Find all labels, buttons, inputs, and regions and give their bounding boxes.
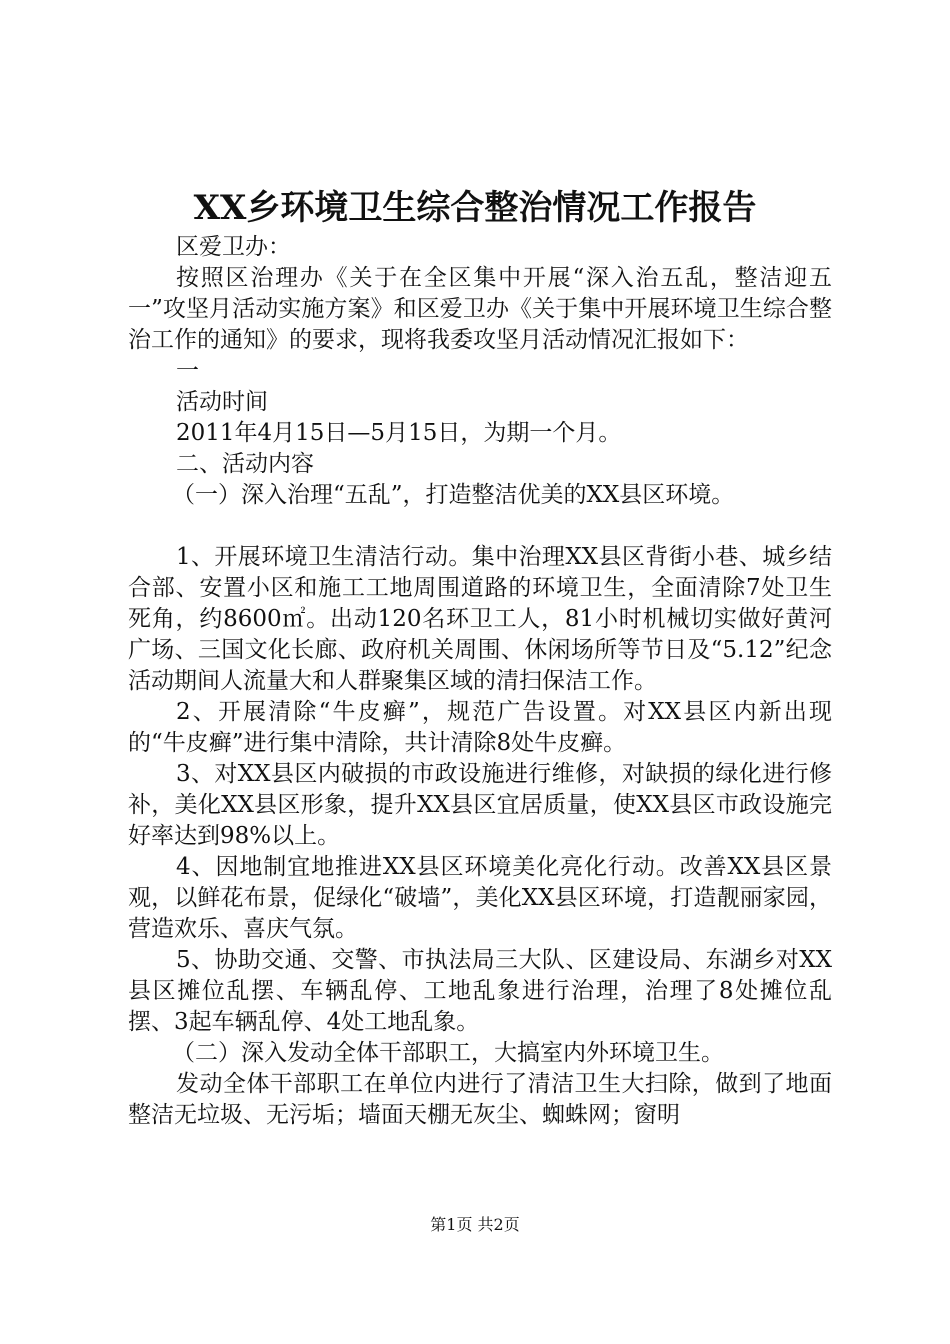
item-paragraph-1: 1、开展环境卫生清洁行动。集中治理XX县区背街小巷、城乡结合部、安置小区和施工工地周围道路的环境卫生，全面清除7处卫生死角，约8600㎡。出动120名环卫工人，81小时机械切实做好黄河广场、三国文化长廊、政府机关周围、休闲场所等节日及“5.12”纪念活动期间人流量大和人群聚集区域的清扫保洁工作。	[128, 544, 832, 694]
subsection-heading-one: （一）深入治理“五乱”，打造整洁优美的XX县区环境。	[172, 482, 735, 508]
item-paragraph-5: 5、协助交通、交警、市执法局三大队、区建设局、东湖乡对XX县区摊位乱摆、车辆乱停、工地乱象进行治理，治理了8处摊位乱摆、3起车辆乱停、4处工地乱象。	[128, 947, 832, 1035]
page-footer: 第1页 共2页	[430, 1215, 520, 1234]
salutation: 区爱卫办：	[176, 234, 291, 260]
activity-period: 2011年4月15日—5月15日，为期一个月。	[176, 420, 622, 446]
item-paragraph-2: 2、开展清除“牛皮癣”，规范广告设置。对XX县区内新出现的“牛皮癣”进行集中清除，共计清除8处牛皮癣。	[128, 699, 832, 756]
intro-paragraph: 按照区治理办《关于在全区集中开展“深入治五乱，整洁迎五一”攻坚月活动实施方案》和区爱卫办《关于集中开展环境卫生综合整治工作的通知》的要求，现将我委攻坚月活动情况汇报如下：	[128, 265, 832, 353]
item-paragraph-4: 4、因地制宜地推进XX县区环境美化亮化行动。改善XX县区景观，以鲜花布景，促绿化“破墙”，美化XX县区环境，打造靓丽家园，营造欢乐、喜庆气氛。	[128, 854, 832, 942]
section-heading-time: 活动时间	[176, 389, 268, 415]
closing-paragraph: 发动全体干部职工在单位内进行了清洁卫生大扫除，做到了地面整洁无垃圾、无污垢；墙面天棚无灰尘、蜘蛛网；窗明	[128, 1071, 832, 1128]
item-paragraph-3: 3、对XX县区内破损的市政设施进行维修，对缺损的绿化进行修补，美化XX县区形象，提升XX县区宜居质量，使XX县区市政设施完好率达到98%以上。	[128, 761, 832, 849]
document-body	[128, 232, 832, 1131]
section-number-one: 一	[176, 358, 199, 384]
subsection-heading-two: （二）深入发动全体干部职工，大搞室内外环境卫生。	[172, 1040, 724, 1066]
section-heading-content: 二、活动内容	[176, 451, 314, 477]
document-title: XX乡环境卫生综合整治情况工作报告	[193, 188, 757, 228]
